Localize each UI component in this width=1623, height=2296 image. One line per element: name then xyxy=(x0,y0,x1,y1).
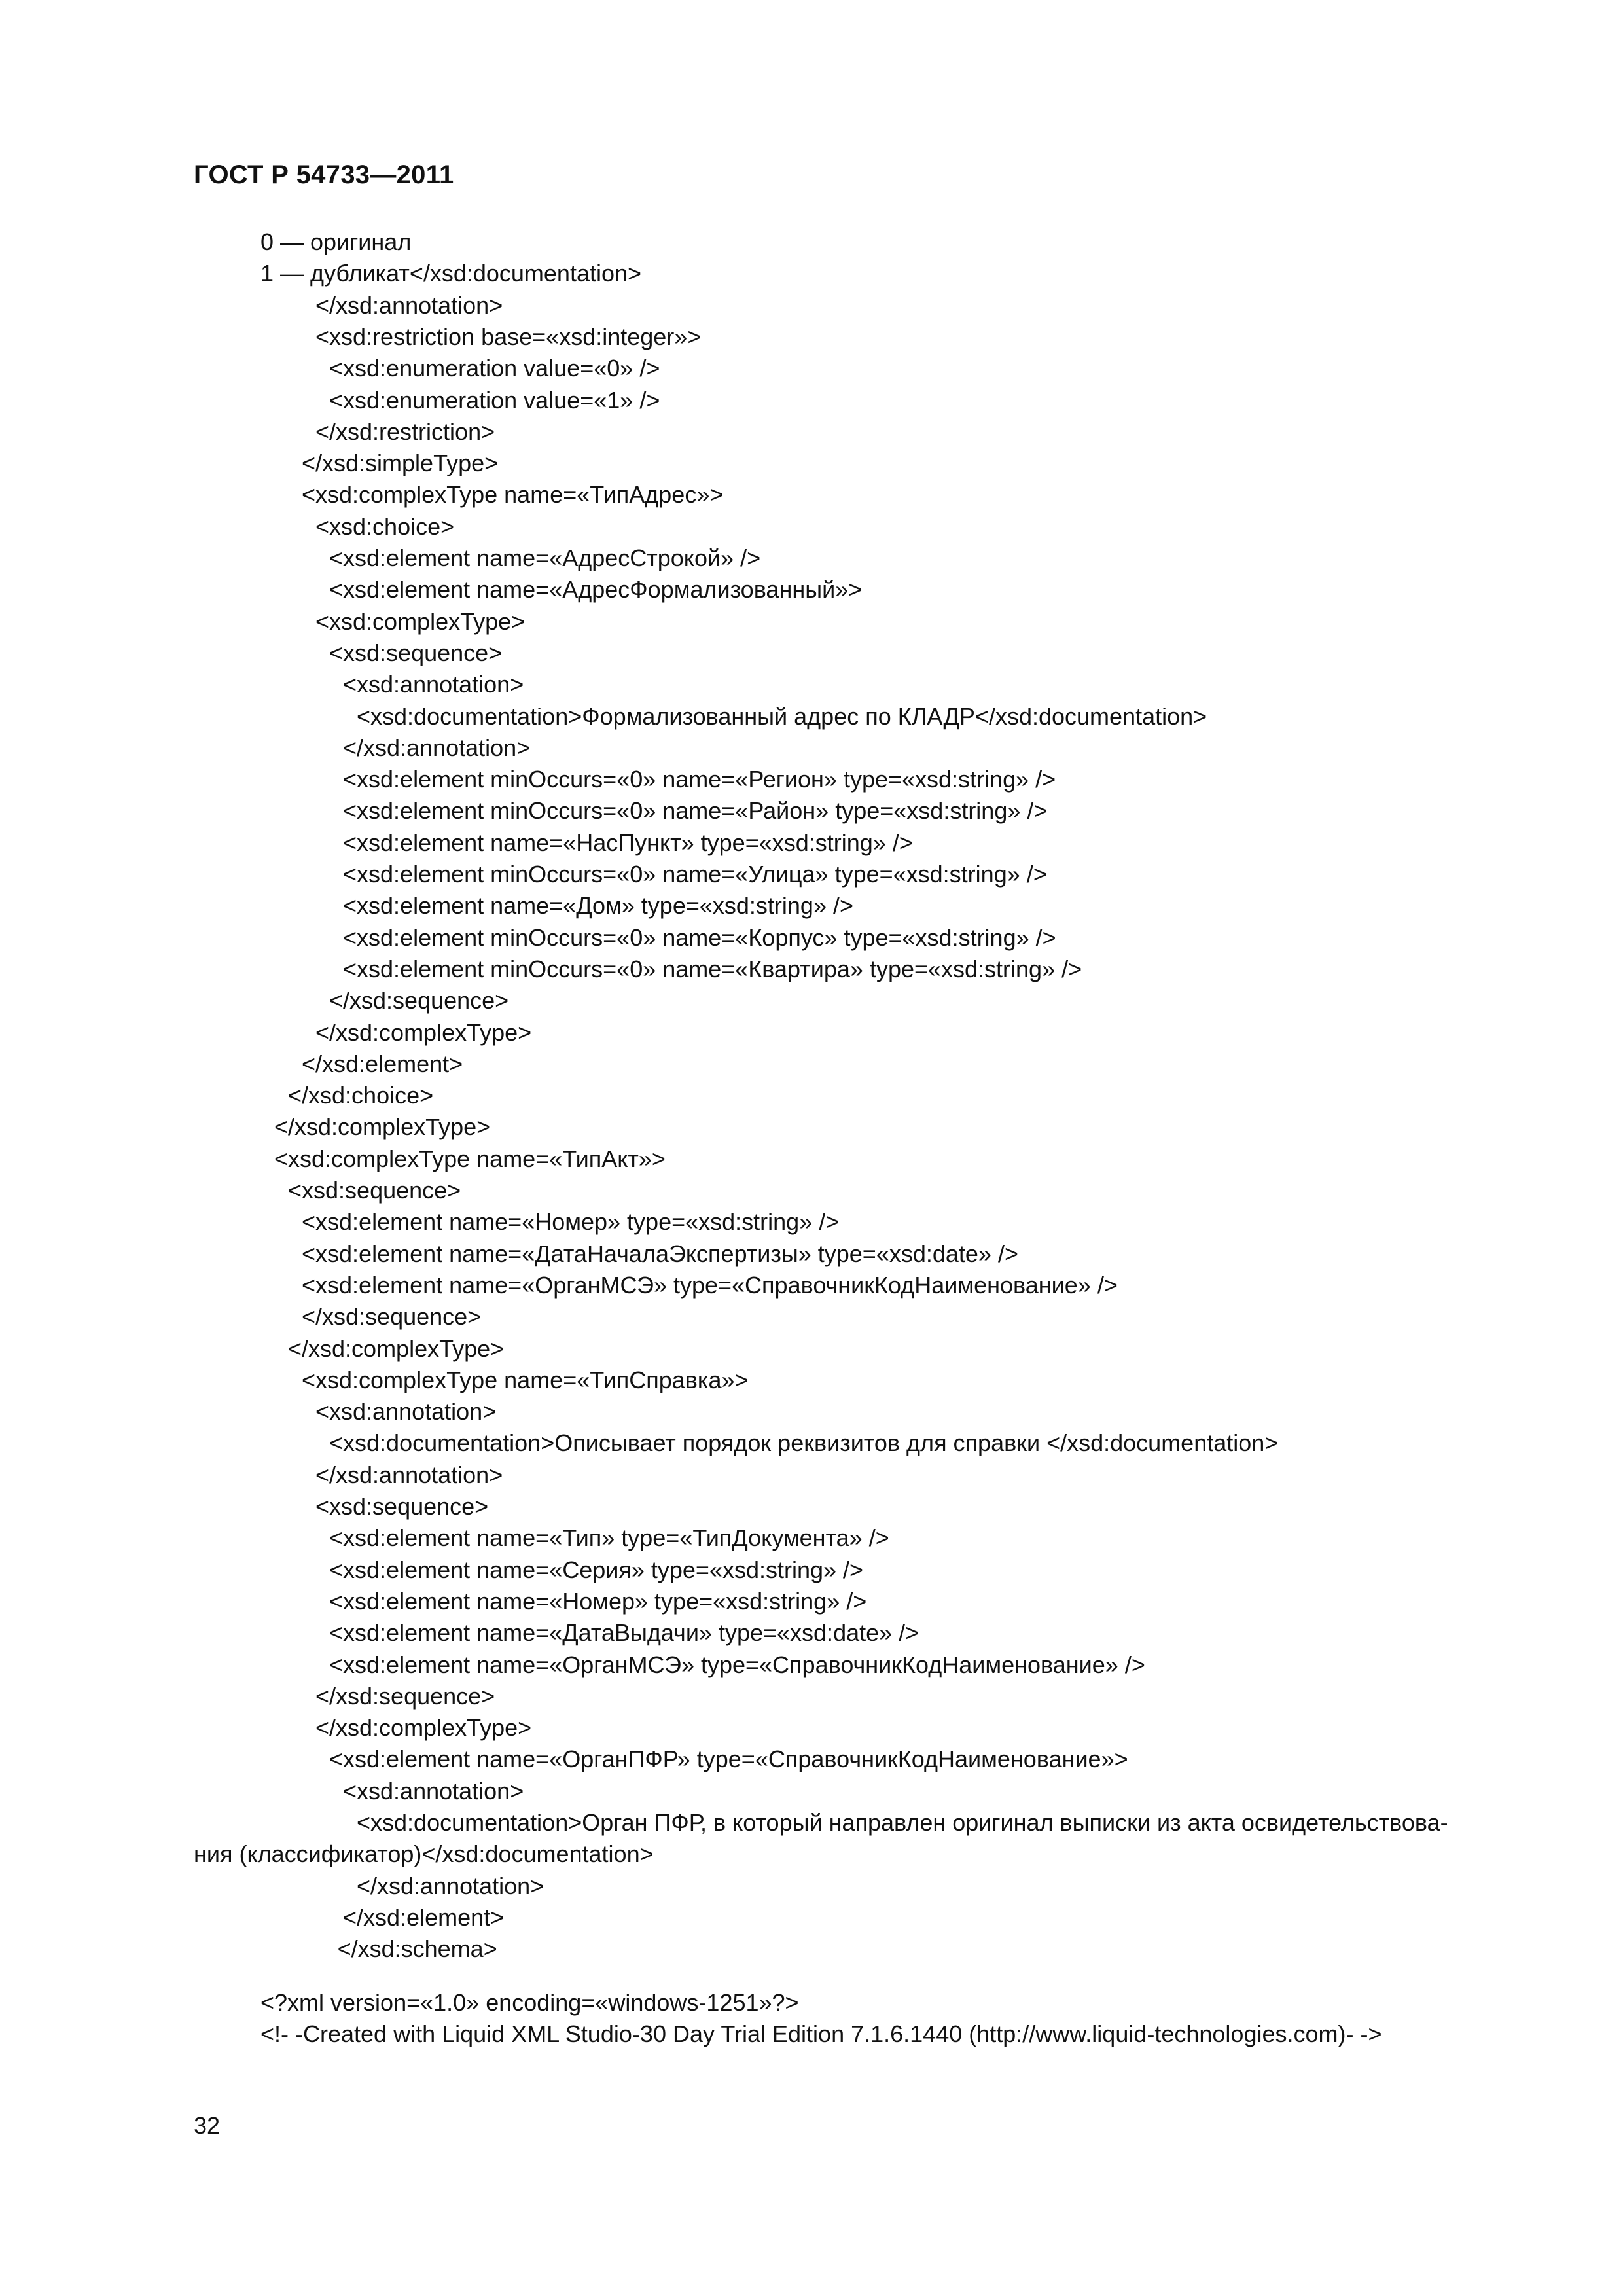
code-line: <xsd:annotation> xyxy=(343,671,524,698)
code-line: 1 — дубликат</xsd:documentation> xyxy=(260,260,642,287)
code-line: <xsd:element minOccurs=«0» name=«Корпус» type=«xsd:string» /> xyxy=(343,924,1056,951)
code-line: </xsd:element> xyxy=(343,1903,505,1931)
code-line: <xsd:element name=«Номер» type=«xsd:string» /> xyxy=(302,1208,840,1236)
code-line: <xsd:enumeration value=«0» /> xyxy=(329,355,660,382)
code-line: <xsd:restriction base=«xsd:integer»> xyxy=(315,323,702,350)
page-number: 32 xyxy=(194,2112,221,2139)
document-header: ГОСТ Р 54733—2011 xyxy=(194,160,454,189)
code-line: <xsd:sequence> xyxy=(288,1177,461,1204)
code-line: </xsd:schema> xyxy=(337,1935,497,1963)
code-line: 0 — оригинал xyxy=(260,228,412,255)
code-line: <xsd:element name=«НасПункт» type=«xsd:string» /> xyxy=(343,829,913,856)
code-line: <xsd:sequence> xyxy=(315,1493,489,1520)
code-line: <xsd:sequence> xyxy=(329,639,503,666)
code-line: <xsd:element minOccurs=«0» name=«Квартира» type=«xsd:string» /> xyxy=(343,955,1082,982)
code-line: <xsd:documentation>Формализованный адрес по КЛАДР</xsd:documentation> xyxy=(357,702,1207,730)
code-line: <xsd:element name=«ОрганМСЭ» type=«СправочникКодНаименование» /> xyxy=(329,1651,1145,1678)
code-line: <xsd:documentation>Описывает порядок реквизитов для справки </xsd:documentation> xyxy=(329,1429,1279,1457)
code-line: <xsd:complexType name=«ТипСправка»> xyxy=(302,1366,749,1393)
code-line: <xsd:element name=«АдресФормализованный»> xyxy=(329,576,863,603)
code-line: </xsd:annotation> xyxy=(315,291,503,319)
code-line: </xsd:simpleType> xyxy=(302,450,499,477)
code-line: </xsd:complexType> xyxy=(315,1714,532,1742)
code-line: <xsd:element minOccurs=«0» name=«Район» type=«xsd:string» /> xyxy=(343,797,1048,825)
code-line: </xsd:restriction> xyxy=(315,418,495,445)
code-line: </xsd:complexType> xyxy=(274,1113,491,1141)
code-line: <xsd:element name=«ОрганМСЭ» type=«СправочникКодНаименование» /> xyxy=(302,1271,1118,1299)
code-line: <xsd:element name=«Номер» type=«xsd:string» /> xyxy=(329,1587,867,1615)
code-line: </xsd:annotation> xyxy=(357,1872,544,1899)
code-line: <xsd:element minOccurs=«0» name=«Улица» type=«xsd:string» /> xyxy=(343,861,1047,888)
code-line: </xsd:sequence> xyxy=(329,987,509,1014)
code-line: <xsd:element minOccurs=«0» name=«Регион» type=«xsd:string» /> xyxy=(343,766,1056,793)
code-line: </xsd:annotation> xyxy=(315,1461,503,1488)
code-line: </xsd:complexType> xyxy=(288,1335,505,1362)
code-line: <xsd:complexType> xyxy=(315,607,526,635)
code-line: <xsd:element name=«ОрганПФР» type=«СправочникКодНаименование»> xyxy=(329,1746,1128,1773)
xml-line: <!- -Created with Liquid XML Studio-30 Day Trial Edition 7.1.6.1440 (http://www.liquid-technologies.com)- -> xyxy=(260,2020,1382,2047)
xml-line: <?xml version=«1.0» encoding=«windows-1251»?> xyxy=(260,1989,799,2016)
code-line: <xsd:element name=«Тип» type=«ТипДокумента» /> xyxy=(329,1524,889,1552)
code-line: <xsd:documentation>Орган ПФР, в который направлен оригинал выписки из акта освидетельствова- xyxy=(357,1809,1448,1836)
code-line: </xsd:sequence> xyxy=(315,1682,495,1710)
code-line: ния (классификатор)</xsd:documentation> xyxy=(194,1840,654,1868)
code-line: <xsd:annotation> xyxy=(315,1398,497,1426)
code-line: <xsd:choice> xyxy=(315,512,455,540)
code-line: </xsd:sequence> xyxy=(302,1303,482,1331)
code-line: <xsd:complexType name=«ТипАдрес»> xyxy=(302,481,724,509)
code-line: </xsd:element> xyxy=(302,1050,463,1077)
code-line: </xsd:complexType> xyxy=(315,1018,532,1046)
code-line: <xsd:element name=«АдресСтрокой» /> xyxy=(329,545,761,571)
code-line: </xsd:annotation> xyxy=(343,734,531,761)
code-line: <xsd:enumeration value=«1» /> xyxy=(329,386,660,414)
code-line: <xsd:element name=«Дом» type=«xsd:string» /> xyxy=(343,892,853,920)
code-line: <xsd:element name=«Серия» type=«xsd:string» /> xyxy=(329,1556,864,1583)
code-line: </xsd:choice> xyxy=(288,1082,434,1109)
code-line: <xsd:annotation> xyxy=(343,1777,524,1804)
code-line: <xsd:complexType name=«ТипАкт»> xyxy=(274,1145,666,1172)
code-line: <xsd:element name=«ДатаНачалаЭкспертизы» type=«xsd:date» /> xyxy=(302,1240,1018,1267)
code-line: <xsd:element name=«ДатаВыдачи» type=«xsd:date» /> xyxy=(329,1619,919,1647)
